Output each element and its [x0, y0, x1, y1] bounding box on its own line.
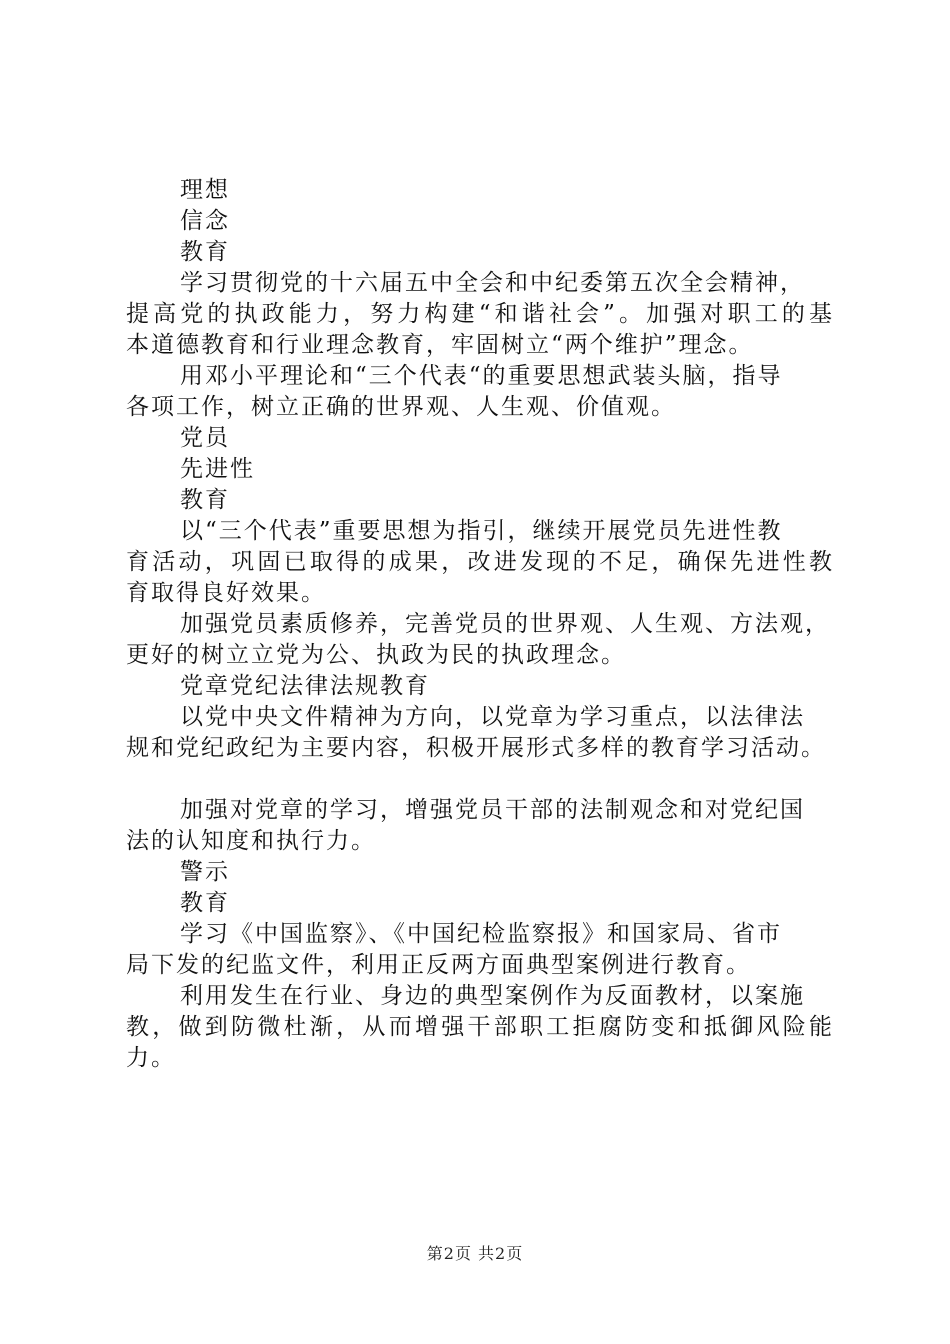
text-line: 以“三个代表”重要思想为指引，继续开展党员先进性教	[180, 518, 783, 544]
text-line: 学习《中国监察》、《中国纪检监察报》和国家局、省市	[180, 921, 782, 947]
text-line: 育活动，巩固已取得的成果，改进发现的不足，确保先进性教	[126, 549, 834, 575]
text-line: 加强对党章的学习，增强党员干部的法制观念和对党纪国	[180, 797, 805, 823]
text-line: 更好的树立立党为公、执政为民的执政理念。	[126, 642, 626, 668]
text-line: 法的认知度和执行力。	[126, 828, 376, 854]
text-line: 加强党员素质修养，完善党员的世界观、人生观、方法观，	[180, 611, 830, 637]
text-line: 教育	[180, 890, 230, 916]
page-number-label: 第2页 共2页	[426, 1244, 524, 1263]
blank-line	[126, 764, 834, 795]
text-line: 本道德教育和行业理念教育，牢固树立“两个维护”理念。	[126, 332, 754, 358]
text-line: 局下发的纪监文件，利用正反两方面典型案例进行教育。	[126, 952, 751, 978]
text-line: 学习贯彻党的十六届五中全会和中纪委第五次全会精神，	[180, 270, 805, 296]
page-footer	[0, 1243, 950, 1265]
text-line: 用邓小平理论和“三个代表“的重要思想武装头脑，指导	[180, 363, 783, 389]
text-line: 信念	[180, 208, 230, 234]
text-line: 先进性	[180, 456, 255, 482]
text-line: 理想	[180, 177, 230, 203]
text-line: 党员	[180, 425, 230, 451]
text-line: 教育	[180, 487, 230, 513]
text-line: 教育	[180, 239, 230, 265]
text-line: 警示	[180, 859, 230, 885]
text-line: 规和党纪政纪为主要内容，积极开展形式多样的教育学习活动。	[126, 735, 826, 761]
text-line: 党章党纪法律法规教育	[180, 673, 430, 699]
text-line: 提高党的执政能力，努力构建“和谐社会”。加强对职工的基	[126, 301, 834, 327]
text-line: 力。	[126, 1045, 176, 1071]
text-line: 教，做到防微杜渐，从而增强干部职工拒腐防变和抵御风险能	[126, 1014, 834, 1040]
text-line: 利用发生在行业、身边的典型案例作为反面教材，以案施	[180, 983, 805, 1009]
text-line: 以党中央文件精神为方向，以党章为学习重点，以法律法	[180, 704, 805, 730]
text-line: 各项工作，树立正确的世界观、人生观、价值观。	[126, 394, 676, 420]
text-line: 育取得良好效果。	[126, 580, 326, 606]
document-body	[126, 175, 834, 1074]
